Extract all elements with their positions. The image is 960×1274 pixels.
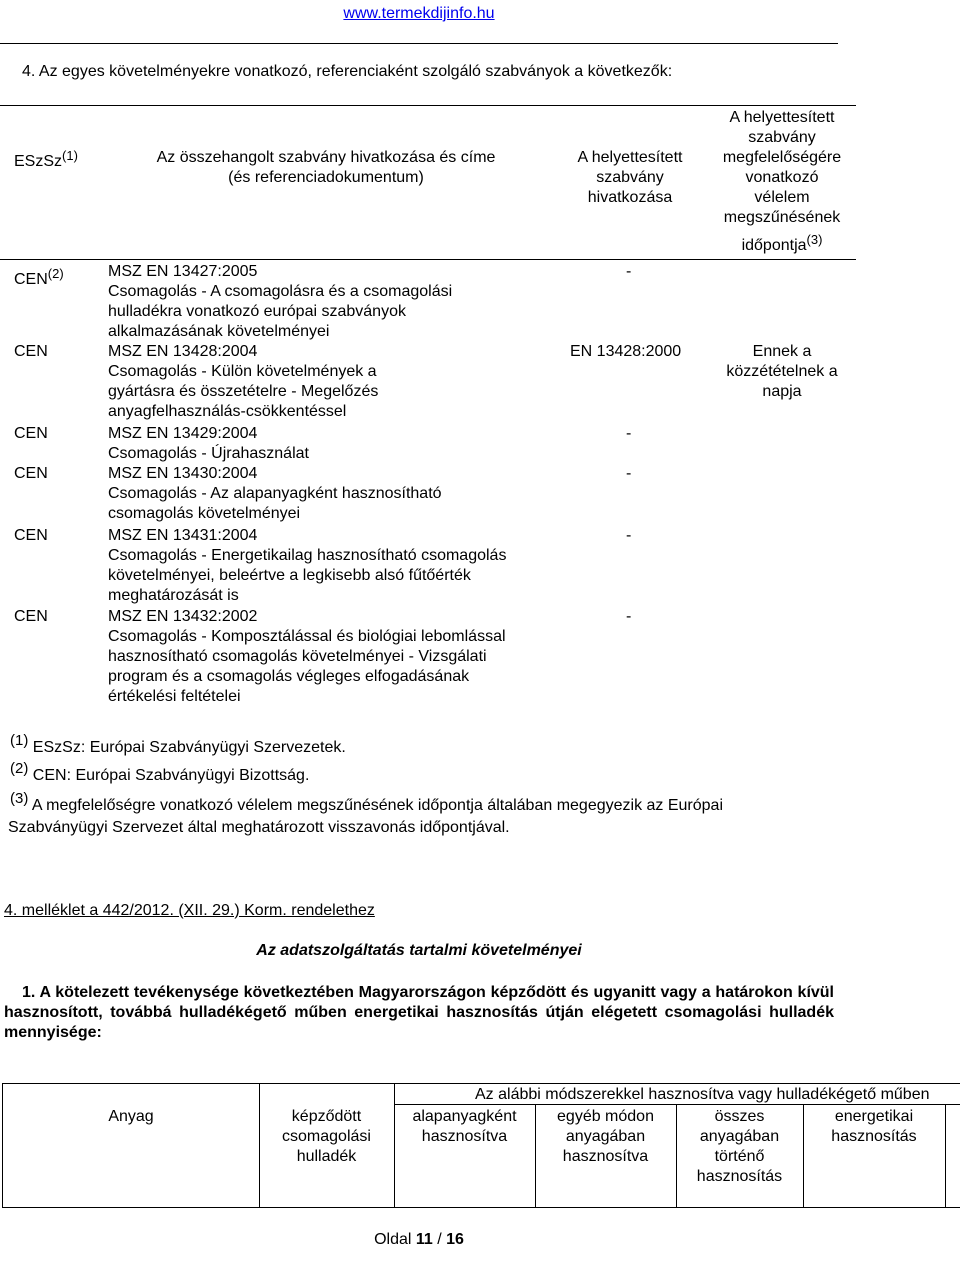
header-date-line: megfelelőségére: [722, 149, 842, 166]
footnote-2: [10, 760, 310, 786]
table-top-rule: [0, 105, 856, 106]
header-date-line: megszűnésének: [723, 209, 841, 226]
standard-title-line: Csomagolás - Komposztálással és biológiai lebomlással: [108, 628, 506, 645]
footnote-3-continued: Szabványügyi Szervezet által meghatározott visszavonás időpontjával.: [8, 819, 510, 836]
standard-title-line: hasznosítható csomagolás követelményei - Vizsgálati: [108, 648, 487, 665]
row-org: CEN: [14, 465, 48, 482]
site-link[interactable]: www.termekdijinfo.hu: [343, 5, 495, 22]
annex-reference: 4. melléklet a 442/2012. (XII. 29.) Korm. rendelethez: [4, 902, 375, 919]
col-header-line: történő: [714, 1148, 765, 1165]
row-standard: [108, 424, 309, 464]
standard-code: MSZ EN 13431:2004: [108, 527, 258, 544]
header-date-line: A helyettesített: [729, 109, 835, 126]
col-header-line: hasznosítás: [696, 1168, 783, 1185]
header-replaced-line: A helyettesített: [577, 149, 683, 166]
footnote-number: (2): [10, 760, 29, 777]
standard-title-line: Csomagolás - A csomagolásra és a csomagolási: [108, 283, 453, 300]
row-org: CEN: [14, 425, 48, 442]
standard-title-line: Csomagolás - Újrahasználat: [108, 445, 309, 462]
replaced-value: -: [626, 263, 632, 280]
page-total: 16: [446, 1231, 464, 1248]
standard-code: MSZ EN 13432:2002: [108, 608, 258, 625]
row-standard: [108, 262, 452, 342]
footnote-text: ESzSz: Európai Szabványügyi Szervezetek.: [32, 739, 346, 756]
replaced-value: -: [626, 465, 632, 482]
standard-code: MSZ EN 13429:2004: [108, 425, 258, 442]
header-replaced-line: szabvány: [596, 169, 664, 186]
col-header-line: hasznosítva: [562, 1148, 649, 1165]
footnote-number: (3): [10, 790, 29, 807]
header-rule: [0, 43, 838, 44]
standard-title-line: meghatározását is: [108, 587, 239, 604]
col-total-material: [676, 1107, 803, 1187]
org-label: CEN: [14, 271, 48, 288]
col-header-line: hasznosítás: [831, 1128, 917, 1145]
standard-code: MSZ EN 13428:2004: [108, 343, 258, 360]
table-top-border: [2, 1083, 960, 1084]
col-header-line: egyéb módon: [557, 1108, 654, 1125]
header-standard-line: Az összehangolt szabvány hivatkozása és címe: [156, 149, 496, 166]
page-number: [0, 1230, 838, 1250]
page-separator: /: [432, 1231, 447, 1248]
replaced-value: EN 13428:2000: [570, 343, 682, 360]
standard-title-line: gyártásra és összetételre - Megelőzés: [108, 383, 379, 400]
annex-title: Az adatszolgáltatás tartalmi követelményei: [256, 942, 582, 959]
footnote-number: (1): [10, 732, 29, 749]
annex-item-1: 1. A kötelezett tevékenysége következtében Magyarországon képződött és ugyanitt vagy a határokon kívül hasznosított, továbbá hulladékégető műben energetikai hasznosítás útján elégetett csomagolási hulladék mennyisége:: [4, 984, 834, 1041]
standard-title-line: anyagfelhasználás-csökkentéssel: [108, 403, 347, 420]
row-standard: [108, 526, 506, 606]
row-standard: [108, 342, 378, 422]
footnote-ref-2: (2): [47, 266, 64, 281]
replaced-value: -: [626, 425, 632, 442]
header-date-line: szabvány: [748, 129, 816, 146]
group-header: Az alábbi módszerekkel hasznosítva vagy hulladékégető műben: [475, 1086, 930, 1103]
standard-title-line: értékelési feltételei: [108, 688, 241, 705]
standard-title-line: hulladékra vonatkozó európai szabványok: [108, 303, 406, 320]
row-standard: [108, 464, 442, 524]
header-replaced-line: hivatkozása: [587, 189, 673, 206]
col-energy-recovery: [803, 1107, 945, 1147]
standard-code: MSZ EN 13427:2005: [108, 263, 258, 280]
col-other-material: [535, 1107, 676, 1167]
replaced-value: -: [626, 608, 632, 625]
standard-title-line: Csomagolás - Külön követelmények a: [108, 363, 377, 380]
header-eszsz-label: ESzSz: [14, 153, 63, 170]
table-header-bottom-border: [2, 1207, 960, 1208]
col-header-line: anyagában: [699, 1128, 780, 1145]
standard-title-line: Csomagolás - Az alapanyagként hasznosítható: [108, 485, 442, 502]
row-org: [14, 266, 64, 290]
header-date-line: [706, 232, 858, 256]
col-header-line: energetikai: [834, 1108, 914, 1125]
standard-title-line: csomagolás követelményei: [108, 505, 301, 522]
table-header-rule: [0, 259, 856, 260]
replaced-value: -: [626, 527, 632, 544]
page-prefix: Oldal: [374, 1231, 416, 1248]
section-title: 4. Az egyes követelményekre vonatkozó, referenciaként szolgáló szabványok a következők:: [22, 63, 673, 80]
standard-title-line: program és a csomagolás végleges elfogadásának: [108, 668, 470, 685]
header-replaced-standard: [552, 148, 708, 208]
col-header-line: hulladék: [296, 1148, 357, 1165]
header-cessation-date: [706, 108, 858, 256]
page-current: 11: [415, 1231, 433, 1248]
standard-title-line: Csomagolás - Energetikailag hasznosítható csomagolás: [108, 547, 507, 564]
standard-title-line: követelményei, beleértve a legkisebb alsó fűtőérték: [108, 567, 471, 584]
row-standard: [108, 607, 506, 707]
footnote-text: A megfelelőségre vonatkozó vélelem megszűnésének időpontja általában megegyezik az Európai: [31, 797, 723, 814]
footnote-text: CEN: Európai Szabványügyi Bizottság.: [32, 767, 310, 784]
footnote-3: [10, 790, 723, 816]
standard-code: MSZ EN 13430:2004: [108, 465, 258, 482]
row-org: CEN: [14, 527, 48, 544]
footnote-ref-3: (3): [806, 232, 823, 247]
header-date-line: vonatkozó: [745, 169, 819, 186]
date-line: napja: [762, 383, 802, 400]
footnote-1: [10, 732, 346, 758]
cessation-date: [706, 342, 858, 402]
row-org: CEN: [14, 343, 48, 360]
col-generated: [259, 1107, 394, 1167]
col-header-line: képződött: [291, 1108, 362, 1125]
col-header-line: anyagában: [565, 1128, 646, 1145]
header-standard-title: [120, 148, 532, 188]
standard-title-line: alkalmazásának követelményei: [108, 323, 330, 340]
col-header-line: csomagolási: [282, 1128, 371, 1145]
date-line: közzétételnek a: [726, 363, 838, 380]
col-header-line: alapanyagként: [412, 1108, 517, 1125]
table-border: [2, 1083, 3, 1207]
col-raw-material: [394, 1107, 535, 1147]
table-border: [945, 1104, 946, 1207]
header-eszsz: [14, 148, 78, 172]
col-header-line: hasznosítva: [421, 1128, 508, 1145]
footnote-ref-1: (1): [62, 148, 78, 163]
header-date-line: vélelem: [754, 189, 810, 206]
date-line: Ennek a: [752, 343, 812, 360]
col-header-line: összes: [714, 1108, 765, 1125]
header-date-label: időpontja: [741, 237, 807, 254]
row-org: CEN: [14, 608, 48, 625]
col-material: Anyag: [108, 1108, 154, 1125]
header-standard-line: (és referenciadokumentum): [228, 169, 424, 186]
